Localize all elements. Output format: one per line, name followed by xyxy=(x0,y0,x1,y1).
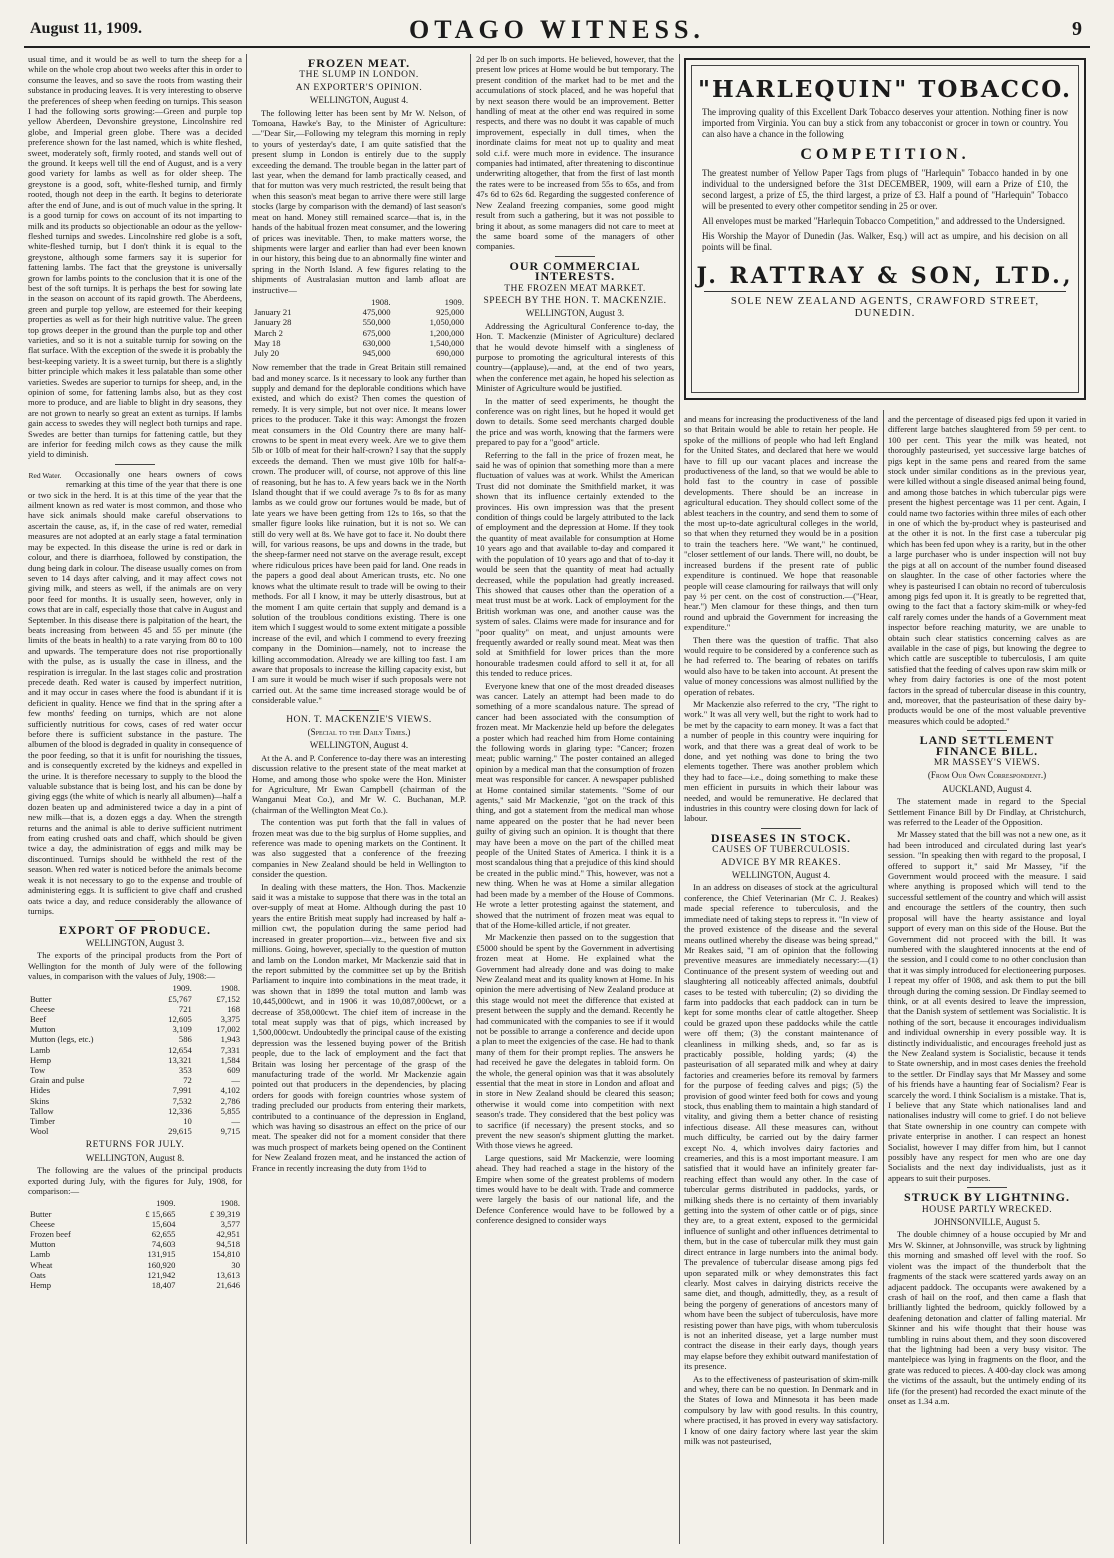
column-2 xyxy=(252,54,466,1544)
table-row xyxy=(252,307,466,317)
issue-date: August 11, 1909. xyxy=(30,20,143,37)
article-subheading: HOUSE PARTLY WRECKED. xyxy=(921,1204,1053,1215)
article-paragraph: Mr Massey stated that the bill was not a new one, as it had been introduced and circulated during last year's session. "In speaking then with regard to the proposal, I offered to support it," said Mr Massey, "if the Government would proceed with the measure. I said where anything is proposed which will tend to the successful settlement of the country and which will assist and encourage the settlers of the country, then such proposal will have the hearty assistance and loyal support of every man on this side of the House. But the Government did not proceed with the bill. It was numbered with the slaughtered innocents at the end of the session, and I could come to no other conclusion than that it was simply introduced for electioneering purposes. I repeat my offer of 1908, and ask them to put the bill through during the coming session. Dr Findlay seemed to think, or at all events desired to leave the impression, that the Danish system of settlement was Socialistic. It is nothing of the sort, because it encourages individualism and individual ownership in every possible way. It is distinctly individualistic, and encourages freehold just as the New Zealand system is Socialistic, because it tends to State ownership, and in most cases denies the freehold to the settler. Dr Findlay says that Mr Massey and some of his friends have a haunting fear of Socialism? Fear is scarcely the word. I think Socialism is a mistake. That is, I believe that any State which nationalises land and nationalises industry will come to grief. I do not believe that State ownership in one country can compete with private enterprise in another. I can respect an honest Socialist, however I may differ from him, but I cannot possibly have any respect for men who are one day Socialists and the next day individualists, just as it appears to suit their purposes. xyxy=(888,829,1086,1183)
divider xyxy=(115,464,155,465)
table-cell: Hemp xyxy=(30,1280,52,1291)
article-paragraph: The exports of the principal products from the Port of Wellington for the month of July were of the following values, in comparison with the values of July, 1908:— xyxy=(28,950,242,981)
article-headline: EXPORT OF PRODUCE. xyxy=(59,923,211,938)
dateline: WELLINGTON, August 4. xyxy=(309,740,409,751)
table-cell: 12,605 xyxy=(168,1013,192,1024)
table-cell: Hides xyxy=(30,1085,51,1096)
table-header-row xyxy=(28,1198,242,1208)
byline: (From Our Own Correspondent.) xyxy=(927,770,1047,781)
table-row xyxy=(28,1075,242,1085)
ad-text: The greatest number of Yellow Paper Tags from plugs of "Harlequin" Tobacco handed in by one individual to the undersigned before the 31st DECEMBER, 1909, will earn a Prize of £10, the second largest, a prize of £5, the third largest, a prize of £3. Half a pound of "Harlequin" Tobacco will be presented to every other competitor sending in 25 or over. xyxy=(702,168,1068,211)
table-cell: Skins xyxy=(30,1095,50,1106)
table-cell: 74,603 xyxy=(151,1239,176,1250)
table-cell: — xyxy=(231,1075,240,1086)
article-paragraph: The contention was put forth that the fall in values of frozen meat was due to the big surplus of Home supplies, and reference was made to opening markets on the Continent. It was also suggested that a conference of the freezing companies in New Zealand should be held in Wellington to consider the question. xyxy=(252,817,466,880)
table-cell: 15,604 xyxy=(151,1218,176,1229)
article-headline: LAND SETTLEMENT FINANCE BILL. xyxy=(919,733,1055,758)
article-headline: STRUCK BY LIGHTNING. xyxy=(904,1190,1070,1205)
table-row xyxy=(28,1055,242,1065)
table-cell: Mutton xyxy=(30,1024,56,1035)
table-cell: 1,943 xyxy=(220,1034,240,1045)
table-cell: May 18 xyxy=(254,337,281,348)
column-rule xyxy=(679,54,680,1544)
table-row xyxy=(28,1229,242,1239)
table-cell: Cheese xyxy=(30,1218,55,1229)
table-row xyxy=(28,1096,242,1106)
table-cell: 7,991 xyxy=(172,1085,192,1096)
table-row xyxy=(28,1249,242,1259)
table-cell: 630,000 xyxy=(362,337,391,348)
table-row xyxy=(28,1065,242,1075)
divider xyxy=(967,1187,1007,1188)
export-table xyxy=(28,983,242,1136)
article-paragraph: In an address on diseases of stock at the agricultural conference, the Chief Veterinarian (Mr C. J. Reakes) made special reference to tuberculosis, and the immediate need of taking steps to repress it. "In view of the proved existence of the disease and the several means outlined whereby the disease was being spread," Mr Reakes said, "I am of opinion that the following preventive measures are immediately necessary:—(1) Continuance of the present system of weeding out and slaughtering all noticeably affected animals, doubtful cases to be tested with tuberculin; (2) so dividing the farm into paddocks that each paddock can in turn be kept for some months clear of cattle altogether. Sheep could be grazed upon these paddocks while the cattle were off them; (3) the constant maintenance of cleanliness in milking sheds, and, so far as is practicably possible, holding yards; (4) the pasteurisation of all separated milk and whey at dairy factories and creameries before its removal by farmers for the purpose of feeding calves and pigs; (5) the provision of good winter feed both for cows and young stock, thus enabling them to maintain a high standard of vitality, and giving them a better chance of resisting infectious disease. All these measures can, without much difficulty, be carried out by the dairy farmer except No. 4, which involves dairy factories and creameries, and this is a most important measure. I am satisfied that it would have an infinitely greater far-reaching effect than would any other. In the case of tubercular germs distributed in paddocks, yards, or milking sheds there is no certainty of them invariably getting into the system of other cattle or of pigs, since they are, to a great extent, exposed to the germicidal influence of sunlight and other influences detrimental to them, but in the case of tubercular milk they must gain direct entrance in large numbers into the animal body. The prevalence of tubercular disease among pigs fed upon separated milk or whey demonstrates this fact clearly. Most calves in dairying districts receive the same diet, and though, admittedly, they, as a result of being the porgeny of generations of ancestors many of whom have been the subject of tuberculosis, have more resisting power than have pigs, with whom tuberculosis is not an inherited disease, yet a large number must contract the disease in their early days, though years may elapse before they exhibit outward manifestation of its presence. xyxy=(684,882,878,1372)
divider xyxy=(115,920,155,921)
ad-text: The improving quality of this Excellent Dark Tobacco deserves your attention. Nothing finer is now imported from Virginia. You can buy a stick from any tobacconist or grocer in town or country. You can also have a chance in the following xyxy=(702,107,1068,139)
article-paragraph: Addressing the Agricultural Conference to-day, the Hon. T. Mackenzie (Minister of Agriculture) declared that he would devote himself with a singleness of purpose to promoting the agricultural interests of this country—(applause),—and, at the end of two years, when the conference met again, he hoped his selection as Minister of Agriculture would be justified. xyxy=(476,320,674,394)
table-header-row xyxy=(252,297,466,307)
table-cell: Wheat xyxy=(30,1259,53,1270)
dateline: WELLINGTON, August 4. xyxy=(309,95,409,106)
article-headline: DISEASES IN STOCK. xyxy=(710,830,852,845)
article-paragraph: and the percentage of diseased pigs fed upon it varied in different large batches slaughtered from 59 per cent. to 100 per cent. This year the milk was heated, not thoroughly pasteurised, yet successive large batches of pigs kept in the same pens and reared from the same stock under similar conditions as in the previous year, were killed without a single diseased animal being found, and among those batches in which tubercular pigs were present the highest percentage was 11 per cent. Again, I could name two factories within three miles of each other in one of which the by-product whey is pasteurised and at the other it is not. In the first case a tubercular pig which has been fed upon whey is a rarity, but in the other a large purchaser who is under inspection will not buy the pigs at all on account of the number found diseased on slaughter. In the case of other factories where the whey is pasteurised I can obtain no record of tuberculosis among pigs fed upon it. It is greatly to be regretted that, owing to the fact that a factory skim-milk or whey-fed calf rarely comes under the hands of a Government meat inspector before reaching maturity, we are unable to obtain such clear statistics concerning calves as are available in the case of pigs, but knowing the degree to which cattle are susceptible to tuberculosis, I am quite satisfied that the feeding of calves upon raw skim milk or whey from dairy factories is one of the most potent factors in the spread of tubercular disease in this country, and, moreover, that the pasteurisation of these dairy by-products would be one of the most valuable preventive measures which could be adopted." xyxy=(888,414,1086,726)
table-cell: 160,920 xyxy=(147,1259,176,1270)
article-paragraph: Now remember that the trade in Great Britain still remained bad and money scarce. Is it necessary to look any further than supply and demand for the deplorable conditions which have existed, and which do exist? Then comes the question of remedy. It is very simple, but not over nice. It means lower prices to the producer. Take it this way: Amongst the frozen meat consumers in the Old Country there are many half-crowns to be spent in meat every week. Are we to give them 5lb or 10lb of meat for their half-crown? I say that the supply exceeds the demand. Then we must give 10lb for half-a-crown. The producer will, of course, not approve of this line of reasoning, but he has to. A few years back we in the North Island thought that if we could average 7s to 8s for as many lambs as we could grow our fortunes would be made, but of late years we have been getting from 12s to 16s, so that the smaller figure looks like ruination, but it is not so. We can still do very well at 8s. We have got to face it. No doubt there will, for various reasons, be ups and downs in the trade, but the sheep-farmer need not starve on the average result, except where ridiculous prices have been paid for land. One reads in the papers a good deal about American trusts, etc. No one knows what the ultimate result to trade will be owing to their methods. For all I know, it may be utterly disastrous, but at the moment I am quite certain that supply and demand is a solution of the troublous conditions existing. There is one item which I suggest would to some extent mitigate a possible increase of the evil, and which I commend to every freezing company in the Dominion—namely, not to increase the killing accommodation. Already we are killing too fast. I am aware that proposals to increase the killing capacity exist, but I am sure it would be much wiser if such proposals were not carried out. At the same time increased storage would be of considerable value." xyxy=(252,362,466,706)
article-paragraph: In dealing with these matters, the Hon. Thos. Mackenzie said it was a mistake to suppose that there was in the total an over-supply of meat at Home. Although during the past 10 years the entire British meat supply had increased by half a-million cwt, the population during the same period had increased in greater proportion—viz., between five and six millions. Going, however, specially to the question of mutton and lamb on the London market, Mr Mackenzie said that in the report submitted by the committee set up by the British Parliament to inquire into combinations in the meat trade, it was shown that in 1899 the total mutton and lamb was 10,445,000cwt, and in 1906 it was 10,087,000cwt, or a decrease of 358,000cwt. The chief item of increase in the total meat supply was that of pigs, which increased by 1,500,000cwt. Undoubtedly the principal cause of the existing depression was the lessened buying power of the British people, due to the lack of employment and the fact that Britain was losing her percentage of the grasp of the manufacturing trade of the world. Mr Mackenzie again pointed out that producers in the dependencies, by placing orders for goods with foreign countries whose system of trading precluded our products from entering their markets, contributed to a continuance of the depression in England, which was having so disastrous an effect on the price of our meat. The speaker did not for a moment consider that there was much prospect of markets being opened on the Continent for New Zealand frozen meat, and he instanced the action of France in recently increasing the duty from 1½d to xyxy=(252,881,466,1173)
table-cell: 5,855 xyxy=(220,1105,240,1116)
article-subheading: MR MASSEY'S VIEWS. xyxy=(933,758,1041,768)
table-cell: Hemp xyxy=(30,1054,52,1065)
table-cell: 13,321 xyxy=(168,1054,192,1065)
article-subheading: HON. T. MACKENZIE'S VIEWS. xyxy=(286,714,432,725)
byline: (Special to the Daily Times.) xyxy=(307,726,411,737)
column-3 xyxy=(476,54,674,1544)
table-cell: Tow xyxy=(30,1064,46,1075)
ad-border xyxy=(691,65,1079,393)
table-cell: 1,200,000 xyxy=(429,327,464,338)
table-cell: 3,109 xyxy=(172,1024,192,1035)
table-cell: 690,000 xyxy=(436,347,464,358)
table-cell: Cheese xyxy=(30,1003,55,1014)
article-paragraph: As to the effectiveness of pasteurisation of skim-milk and whey, there can be no question. In Denmark and in the States of Iowa and Minnesota it has been made compulsory by law with good results. In this country, where practised, it has proved in every way satisfactory. I know of one dairy factory where last year the skim milk was not pasteurised, xyxy=(684,1373,878,1446)
table-header-row xyxy=(28,983,242,993)
ad-agents-line: SOLE NEW ZEALAND AGENTS, CRAWFORD STREET, DUNEDIN. xyxy=(704,291,1066,319)
column-rule xyxy=(470,54,471,1544)
ad-text: His Worship the Mayor of Dunedin (Jas. Walker, Esq.) will act as umpire, and his decision on all points will be final. xyxy=(702,231,1068,252)
dateline: JOHNSONVILLE, August 5. xyxy=(933,1217,1040,1228)
table-row xyxy=(28,1270,242,1280)
article-paragraph: Everyone knew that one of the most dreaded diseases was cancer. Lately an attempt had been made to do something of a more scandalous nature. The spread of cancer had been associated with the consumption of frozen meat. Mr Mackenzie held up before the delegates a poster which had reached him from Home containing the following words in glaring type: "Cancer; frozen meat; public warning." The poster contained an alleged opinion by a medical man that the consumption of frozen meat was responsible for cancer. A newspaper published at Home contained similar statements. "Some of our agents," said Mr Mackenzie, "got on the track of this thing, and got a statement from the medical man whose name appeared on the poster that he had never been guilty of giving such an opinion. It is thought that there may have been a move on the part of the chilled meat people of the United States of America. I think it is a most scandalous thing that a prejudice of this kind should be created in the public mind." This, however, was not a new thing. When he was at Home a similar allegation had been made by a member of the House of Commons. He wrote a letter protesting against the statement, and showed that the nutriment of frozen meat was equal to that of the Home-killed article, if not greater. xyxy=(476,680,674,930)
table-cell: July 20 xyxy=(254,347,280,358)
dateline: WELLINGTON, August 3. xyxy=(525,308,625,319)
table-header: 1908. xyxy=(371,296,391,307)
table-cell: Butter xyxy=(30,1208,52,1219)
article-paragraph: The statement made in regard to the Special Settlement Finance Bill by Dr Findlay, at Christchurch, was referred to the Leader of the Opposition. xyxy=(888,796,1086,828)
table-row xyxy=(28,1126,242,1136)
table-row xyxy=(28,1045,242,1055)
table-cell: Beef xyxy=(30,1013,47,1024)
article-subheading: AN EXPORTER'S OPINION. xyxy=(295,82,423,93)
article-paragraph: Then there was the question of traffic. That also would require to be considered by a conference such as he had referred to. The bearing of rebates on tariffs would also have to be taken into account. At present the value of money concessions was almost nullified by the operation of rebates. xyxy=(684,634,878,697)
table-cell: 945,000 xyxy=(362,347,391,358)
table-header: 1908. xyxy=(220,1198,240,1209)
table-row xyxy=(28,1239,242,1249)
article-paragraph: Referring to the fall in the price of frozen meat, he said he was of opinion that something more than a mere fluctuation of values was at work. Whilst the American Trust did not dominate the Smithfield market, it was shown that its influence certainly extended to the provinces. His own impression was that the present condition of things could be largely attributed to the lack of employment and the depression at Home. If they took the quantity of meat available for consumption at Home 10 years ago and that available to-day and compared it with the population of 10 years ago and that of to-day it would be seen that the quantity of meat had actually decreased, while the population had greatly increased. This showed that causes other than the operation of a meat trust must be at work. Lack of employment for the British workman was one, and another cause was the system of sales. Claims were made for insurance and for "poor quality" on meat, and unjust amounts were frequently awarded or really sound meat. Meat was then sold at Smithfield for lower prices than the more honourable tradesmen could afford to sell it at, for all this tended to reduce prices. xyxy=(476,449,674,679)
table-row xyxy=(252,317,466,327)
table-row xyxy=(28,1280,242,1290)
masthead xyxy=(24,14,1090,48)
table-cell: 62,655 xyxy=(151,1229,176,1240)
page-number: 9 xyxy=(1072,18,1082,40)
table-cell: January 21 xyxy=(254,307,292,318)
column-4 xyxy=(684,414,878,1544)
table-cell: Wool xyxy=(30,1126,49,1137)
table-row xyxy=(28,1004,242,1014)
table-header: 1908. xyxy=(220,983,240,994)
table-header: 1909. xyxy=(444,296,464,307)
table-cell: 675,000 xyxy=(362,327,391,338)
dateline: WELLINGTON, August 8. xyxy=(85,1152,185,1163)
article-headline: OUR COMMERCIAL INTERESTS. xyxy=(509,258,641,284)
article-subheading: SPEECH BY THE HON. T. MACKENZIE. xyxy=(483,295,667,306)
article-paragraph: and means for increasing the productiveness of the land so that Britain would be able to retain her people. He spoke of the millions of people who had left England for the United States, and declared that here we would have to fill up our vacant places and increase the productiveness of the land, so that we would be able to hold fast to the country in case of possible developments. There should be an increase in agricultural education. They should collect some of the ablest teachers in the country, and send them to some of the most up-to-date agricultural colleges in the world, so that when they returned they would be in a position to train the teachers here. "We want," he continued, "closer settlement of our lands. There will, no doubt, be increased burdens if the present rate of public expenditure is continued. We hope that reasonable people will cease clamouring for railways that will only pay ½ per cent. on the cost of construction.—("Hear, hear.") Men clamour for these things, and then turn round and upbraid the Government for increasing the expenditure." xyxy=(684,414,878,633)
table-row xyxy=(28,1034,242,1044)
table-cell: £5,767 xyxy=(168,993,192,1004)
table-row xyxy=(28,1106,242,1116)
table-cell: 7,532 xyxy=(172,1095,192,1106)
column-5 xyxy=(888,414,1086,1544)
table-cell: 12,654 xyxy=(168,1044,192,1055)
table-row xyxy=(28,1260,242,1270)
table-cell: 721 xyxy=(178,1003,192,1014)
table-cell: Mutton (legs, etc.) xyxy=(30,1034,94,1045)
table-cell: 12,336 xyxy=(168,1105,192,1116)
dateline: AUCKLAND, August 4. xyxy=(942,783,1032,794)
table-row xyxy=(28,1209,242,1219)
table-cell: Butter xyxy=(30,993,52,1004)
divider xyxy=(761,828,801,829)
table-cell: 9,715 xyxy=(220,1126,240,1137)
article-paragraph: Large questions, said Mr Mackenzie, were looming ahead. They had reached a stage in the history of the Empire when some of the greatest problems of modern times would have to be dealt with. Trade and commerce were largely the basis of our national life, and the Defence Conference would have to be followed by a conference designed to consider ways xyxy=(476,1152,674,1226)
table-cell: 21,646 xyxy=(216,1280,240,1291)
table-cell: Frozen beef xyxy=(30,1229,71,1240)
table-cell: 72 xyxy=(183,1075,192,1086)
table-cell: 17,002 xyxy=(216,1024,240,1035)
table-cell: 30 xyxy=(231,1259,240,1270)
article-paragraph: 2d per lb on such imports. He believed, however, that the present low prices at Home would be but temporary. The present condition of the market had to be met and the accumulations of stock placed, and he was hopeful that by next season there would be an improvement. Better handling of meat at the other end was required in some respects, and there was no doubt it was capable of much improvement, especially in dull times, when the inordinate claims for meat not up to quality and meat sold c.i.f. were much more in evidence. The insurance companies had intimated, after threatening to discontinue underwriting altogether, that from the first of last month the rates were to be increased from 55s to 65s, and from 47s 6d to 62s 6d. Regarding the suggested conference of New Zealand freezing companies, some good might result from such a gathering, but it was not possible to bring it about, as some managers did not care to meet at the same board some of the managers of other companies. xyxy=(476,54,674,252)
newspaper-title: OTAGO WITNESS. xyxy=(409,15,705,44)
table-cell: 13,613 xyxy=(216,1269,240,1280)
article-headline: FROZEN MEAT. xyxy=(307,56,411,70)
table-cell: £ 15,665 xyxy=(145,1208,176,1219)
column-1 xyxy=(28,54,242,1544)
table-cell: 42,951 xyxy=(216,1229,240,1240)
table-cell: 475,000 xyxy=(362,307,391,318)
ad-firm-name: J. RATTRAY & SON, LTD., xyxy=(696,263,1074,289)
article-subheading: CAUSES OF TUBERCULOSIS. xyxy=(712,845,850,856)
table-cell: 10 xyxy=(183,1115,192,1126)
table-cell: 154,810 xyxy=(212,1249,240,1260)
table-cell: 7,331 xyxy=(220,1044,240,1055)
article-paragraph: Mr Mackenzie then passed on to the suggestion that £5000 should be spent by the Government in advertising frozen meat at Home. He explained what the Government had already done and was doing to make New Zealand meat and its quality known at Home. In his opinion the mere advertising of New Zealand produce at this stage would not meet the difference that existed at present between the supply and the demand. Recently he had communicated with the companies to see if it would not be possible to arrange a conference and decide upon a plan to meet the exigencies of the case. He had to thank many of them for their prompt replies. The answers he had received he gave the delegates in tabloid form. On the whole, the general opinion was that it was absolutely essential that the meat in store in London and afloat and in store in New Zealand should be cleared this season; otherwise it would come into competition with next season's trade. They considered that the best policy was to sacrifice (if necessary) the present stocks, and so prevent the new season's shipment glutting the market. With those views he agreed. xyxy=(476,932,674,1151)
article-paragraph: The following are the values of the principal products exported during July, with the figures for July, 1908, for comparison:— xyxy=(28,1165,242,1197)
table-cell xyxy=(252,297,331,307)
table-header: 1909. xyxy=(172,983,192,994)
tobacco-advertisement xyxy=(684,58,1086,400)
table-cell: £7,152 xyxy=(216,993,240,1004)
ad-competition-heading: COMPETITION. xyxy=(800,146,970,163)
shipments-table xyxy=(252,297,466,358)
table-cell: Tallow xyxy=(30,1105,54,1116)
column-rule xyxy=(246,54,247,1544)
table-cell: 18,407 xyxy=(151,1280,176,1291)
table-cell: January 28 xyxy=(254,317,292,328)
table-cell: March 2 xyxy=(254,327,283,338)
table-cell: Mutton xyxy=(30,1239,56,1250)
table-cell: 1,584 xyxy=(220,1054,240,1065)
table-row xyxy=(28,1116,242,1126)
table-cell: 550,000 xyxy=(362,317,391,328)
table-cell: 168 xyxy=(227,1003,240,1014)
table-cell: 121,942 xyxy=(147,1269,176,1280)
table-row xyxy=(28,1024,242,1034)
table-cell: £ 39,319 xyxy=(209,1208,240,1219)
table-cell: 3,375 xyxy=(220,1013,240,1024)
table-cell xyxy=(28,983,146,993)
table-row xyxy=(28,1219,242,1229)
table-row xyxy=(28,1014,242,1024)
divider xyxy=(339,710,379,711)
article-subheading: RETURNS FOR JULY. xyxy=(85,1140,185,1151)
table-cell: Lamb xyxy=(30,1044,51,1055)
table-cell: Timber xyxy=(30,1115,55,1126)
table-cell: 29,615 xyxy=(168,1126,192,1137)
article-paragraph: In the matter of seed experiments, he thought the conference was on right lines, but he hoped it would get down to details. Some seed merchants charged double the price and was worth, knowing that the farmers were prepared to pay for a "good" article. xyxy=(476,395,674,448)
table-row xyxy=(28,1085,242,1095)
table-cell: 131,915 xyxy=(147,1249,176,1260)
table-header: 1909. xyxy=(156,1198,176,1209)
table-cell: 1,540,000 xyxy=(429,337,464,348)
table-row xyxy=(252,328,466,338)
table-cell: 609 xyxy=(227,1064,240,1075)
returns-table xyxy=(28,1198,242,1290)
article-subheading: THE FROZEN MEAT MARKET. xyxy=(504,283,646,294)
table-cell: Oats xyxy=(30,1269,46,1280)
article-paragraph: usual time, and it would be as well to turn the sheep for a while on the whole crop about two weeks after this in order to consume the leaves, and so save the roots from wasting their substance in producing leaves. It is very interesting to observe the preferences of sheep when feeding on turnips. This season I had the following sorts growing:—Green and purple top yellow Aberdeen, Devonshire greystone, Lincolnshire red globe, and Imperial green globe. There was a decided preference shown for the last named, which is white fleshed, sweet, moderately soft, firmly rooted, and stands well out of the ground. It keeps well till the end of August, and is a very good variety for lambs as well as for older sheep. The greystone is a good, soft, white-fleshed turnip, and firmly rooted, though not deep in the earth. It begins to deteriorate after the end of June, and is out of much value in the spring. It is a good turnip for cows on account of its not imparting to milk and its products so objectionable an odour as the yellow-fleshed turnips and swedes. Lincolnshire red globe is a soft, white-fleshed turnip, but I don't think it is equal to the greystone, although some farmers say it is superior for fattening lambs. The fact that the greystone is universally grown for lambs points to the conclusion that it is one of the best of the soft turnips. It is perhaps the best for sowing late in the season on account of its rapid growth. The Aberdeens, green and purple top yellow, are esteemed for their keeping properties as well as for their high nutritive value. The green top grows deeper in the ground than the purple top and other varieties, and so it is not a suitable turnip for sowing on the flat surface. With the exception of the swede it is probably the best-keeping variety. It is a sweet turnip, but there is a slightly bitter principle which makes it less palatable than some other varieties. Swedes are superior to turnips for sheep, and, in the opinion of some, for fattening lambs also, but as they cost more to produce, and are liable to blight in dry seasons, they are not grown to nearly so great an extent as turnips. If lambs gain access to swedes they will neglect both turnips and rape. Swedes are better than turnips for fattening cattle, but they are inferior for feeding milch cows as they cause the milk yield to diminish. xyxy=(28,54,242,460)
article-paragraph: Occasionally one hears owners of cows remarking at this time of the year that there is one or two sick in the herd. It is at this time of the year that the ailment known as red water is most common, and those who have sick animals should make careful observations to ascertain the cause, as, if, in the case of red water, remedial measures are not adopted at an early stage a fatal termination may be expected. In this disease the urine is red or dark in colour, and there is diarrhoea, followed by constipation, the dung being dark in colour. The disease usually comes on from seven to 14 days after calving, and it may affect cows not giving milk, and steers as well, if the animals are on very poor feed for months. It is usually seen, however, only in cows that are in calf, especially those that calve in August and September. In this disease there is palpitation of the heart, the beats increasing from between 45 and 55 per minute (the limits of the beats in health) to a rate varying from 80 to 100 and upwards. The temperature does not rise proportionally with the pulse, as is usually the case in illness, and the respiration is irregular. In the last stages colic and prostration precede death. Red water is caused by imperfect nutrition, and it may occur in cases where the food is abundant if it is deficient in quality. Hence we find that in the spring after a few months' feeding on turnips, which are not alone sufficiently nutritious for cows, cases of red water occur before there is sufficient substance in the pasture. The albumen of the blood is degraded in quality in consequence of the poor feeding, so that it is unfit for nourishing the tissues, and is consequently excreted by the kidneys and expelled in the urine. It is therefore necessary to supply to the blood the valuable substance that is being lost, and his can be done by giving eggs (the white of which is nearly all albumen)—half a dozen beaten up and administered twice a day in a pint of new milk—that is, a dozen eggs a day. When the strength returns and the animal is able to derive sufficient nutriment from eating crushed oats and chaff, which should be given twice a day, the administration of eggs and milk may be discontinued. Turnips should be withheld the rest of the season. When red water is noticed before the animals become weak it is not necessary to go to the expense and trouble of administering eggs. It is sufficient to give chaff and crushed oats twice a day, and reduce considerably the allowance of turnips. xyxy=(28,468,242,916)
table-cell: 353 xyxy=(178,1064,192,1075)
table-cell: 2,786 xyxy=(220,1095,240,1106)
table-row xyxy=(252,338,466,348)
table-cell: Lamb xyxy=(30,1249,51,1260)
table-cell: — xyxy=(231,1115,240,1126)
table-cell: 925,000 xyxy=(436,307,464,318)
dateline: WELLINGTON, August 3. xyxy=(85,937,185,948)
table-row xyxy=(252,348,466,358)
table-cell: 3,577 xyxy=(220,1218,240,1229)
article-paragraph: The double chimney of a house occupied by Mr and Mrs W. Skinner, at Johnsonville, was struck by lightning this morning and smashed off level with the roof. So violent was the impact of the thunderbolt that the fragments of the stack were scattered yards away on an adjacent paddock. The occupants were awakened by a crash of hail on the roof, and then came a flash that brilliantly lighted the bedroom, quickly followed by a deafening detonation and clatter of falling material. Mr Skinner and his wife thought that their house was tumbling in ruins about them, and they soon discovered that the lightning had been a very busy visitor. The mantelpiece was lying in fragments on the floor, and the grate was reduced to pieces. A 400-day clock was among the victims of the assault, but the untimely ending of its life (for the present) had recorded the exact minute of the onset as 1.34 a.m. xyxy=(888,1229,1086,1406)
table-cell xyxy=(28,1198,113,1208)
article-paragraph: Mr Mackenzie also referred to the cry, "The right to work." It was all very well, but the right to work had to be met by the capacity to earn money. It was a fact that a number of people in this country were inquiring for work, and that there was a great deal of work to be done, and yet nothing was done to bring the two elements together. There was another problem which they had to face—i.e., doing something to make these men efficient in pursuits in which their labour was needed, and would be remunerative. He declared that industries in this country were closing down for lack of labour. xyxy=(684,698,878,824)
table-cell: Grain and pulse xyxy=(30,1075,85,1086)
divider xyxy=(555,256,595,257)
article-subheading: ADVICE BY MR REAKES. xyxy=(721,857,841,868)
table-row xyxy=(28,994,242,1004)
table-cell: 586 xyxy=(178,1034,192,1045)
article-subheading: THE SLUMP IN LONDON. xyxy=(299,70,419,81)
ad-title: "HARLEQUIN" TOBACCO. xyxy=(698,76,1072,103)
article-paragraph: The following letter has been sent by Mr W. Nelson, of Tomoana, Hawke's Bay, to the Minister of Agriculture:—"Dear Sir,—Following my telegram this morning in reply to yours of yesterday's date, I am quite satisfied that the present slump in London is entirely due to the supply exceeding the demand. The trouble began in the latter part of last year, when the demand for lamb practically ceased, and that for mutton was very much restricted, the result being that when this season's meat began to arrive there were still large stocks (large by comparison with the demand) of last season's meat on hand. Money still remained scarce—that is, in the hands of the habitual frozen meat consumer, and the lowering of prices was inevitable. Then, to make matters worse, the shipments were larger and earlier than had ever been known in our history, this being due to an abnormally fine winter and spring in the North Island. A few figures relating to the shipments of Australasian mutton and lamb afloat are instructive— xyxy=(252,107,466,295)
article-paragraph: At the A. and P. Conference to-day there was an interesting discussion relative to the present state of the meat market at Home, and among those who spoke were the Hon. Minister for Agriculture, Mr Ewan Campbell (chairman of the Wanganui Meat Co.), and Mr W. C. Buchanan, M.P. (chairman of the Wellington Meat Co.). xyxy=(252,752,466,815)
table-cell: 94,518 xyxy=(216,1239,240,1250)
side-heading: Red Water. xyxy=(28,470,62,480)
table-cell: 4,102 xyxy=(220,1085,240,1096)
table-cell: 1,050,000 xyxy=(429,317,464,328)
column-rule xyxy=(883,410,884,1544)
dateline: WELLINGTON, August 4. xyxy=(731,870,831,881)
divider xyxy=(967,730,1007,731)
ad-text: All envelopes must be marked "Harlequin Tobacco Competition," and addressed to the Undersigned. xyxy=(702,216,1065,226)
